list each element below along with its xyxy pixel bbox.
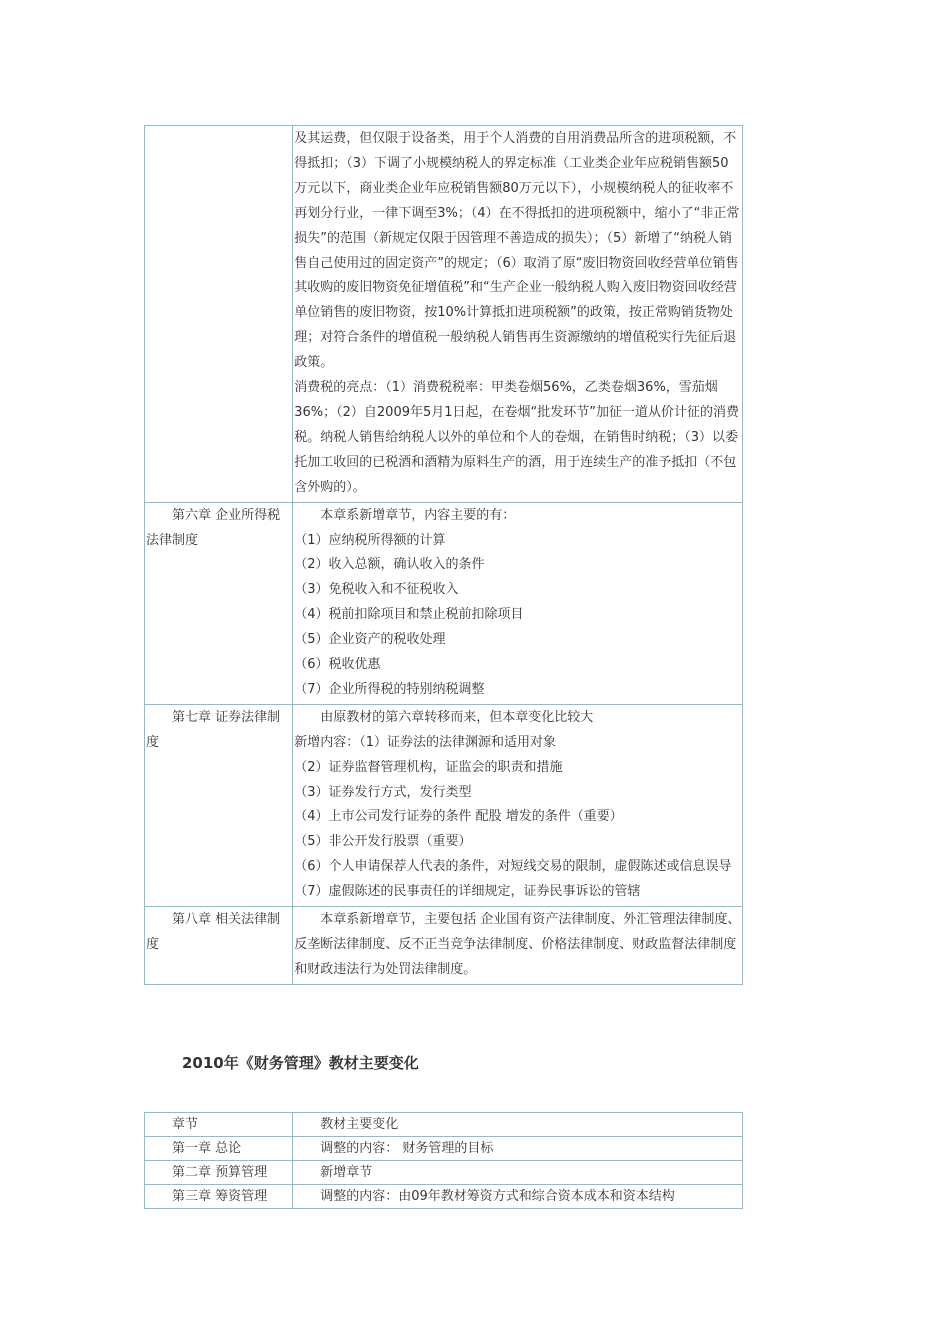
chapter-cell <box>145 126 293 503</box>
chapter-cell: 第二章 预算管理 <box>145 1161 293 1185</box>
table-row <box>145 1161 743 1185</box>
consumption-tax-text: 消费税的亮点：（1）消费税税率：甲类卷烟56%，乙类卷烟36%，雪茄烟36%；（2）自2009年5月1日起，在卷烟“批发环节”加征一道从价计征的消费税。纳税人销售给纳税人以外的单位和个人的卷烟，在销售时纳税；（3）以委托加工收回的已税酒和酒精为原料生产的酒，用于连续生产的准予抵扣（不包含外购的）。 <box>294 380 739 495</box>
table-row <box>145 907 743 985</box>
table-header-row <box>145 1113 743 1137</box>
change-cell: 调整的内容：由09年教材筹资方式和综合资本成本和资本结构 <box>293 1185 743 1209</box>
change-cell: 新增章节 <box>293 1161 743 1185</box>
finance-changes-table <box>144 1112 743 1209</box>
list-item: （5）非公开发行股票（重要） <box>294 834 472 850</box>
list-item: （6）个人申请保荐人代表的条件，对短线交易的限制，虚假陈述或信息误导 <box>294 859 732 875</box>
vat-changes-text: 及其运费，但仅限于设备类，用于个人消费的自用消费品所含的进项税额，不得抵扣；（3）下调了小规模纳税人的界定标准（工业类企业年应税销售额50万元以下，商业类企业年应税销售额80万元以下），小规模纳税人的征收率不再划分行业，一律下调至3%；（4）在不得抵扣的进项税额中，缩小了“非正常损失”的范围（新规定仅限于因管理不善造成的损失）；（5）新增了“纳税人销售自己使用过的固定资产”的规定；（6）取消了原“废旧物资回收经营单位销售其收购的废旧物资免征增值税”和“生产企业一般纳税人购入废旧物资回收经营单位销售的废旧物资，按10%计算抵扣进项税额”的政策，按正常购销货物处理；对符合条件的增值税一般纳税人销售再生资源缴纳的增值税实行先征后退政策。 <box>294 131 740 371</box>
table-row <box>145 1185 743 1209</box>
list-item: （5）企业资产的税收处理 <box>294 632 446 648</box>
chapter-cell: 第七章 证券法律制度 <box>145 704 293 906</box>
chapter-cell: 第六章 企业所得税法律制度 <box>145 502 293 704</box>
list-item: （3）免税收入和不征税收入 <box>294 582 459 598</box>
list-item: （4）上市公司发行证券的条件 配股 增发的条件（重要） <box>294 809 623 825</box>
change-cell: 调整的内容： 财务管理的目标 <box>293 1137 743 1161</box>
list-item: （2）证券监督管理机构，证监会的职责和措施 <box>294 759 563 775</box>
chapter-cell: 第八章 相关法律制度 <box>145 907 293 985</box>
change-cell <box>293 907 743 985</box>
change-cell <box>293 704 743 906</box>
table-row <box>145 502 743 704</box>
list-intro: 由原教材的第六章转移而来，但本章变化比较大 <box>320 709 594 725</box>
law-changes-table <box>144 125 743 985</box>
list-item: （2）收入总额，确认收入的条件 <box>294 557 485 573</box>
chapter-cell: 第一章 总论 <box>145 1137 293 1161</box>
chapter-description: 本章系新增章节，主要包括 企业国有资产法律制度、外汇管理法律制度、反垄断法律制度、反不正当竞争法律制度、价格法律制度、财政监督法律制度和财政违法行为处罚法律制度。 <box>294 912 741 977</box>
list-item: （4）税前扣除项目和禁止税前扣除项目 <box>294 607 524 623</box>
change-cell <box>293 126 743 503</box>
section-title: 2010年《财务管理》教材主要变化 <box>182 1054 419 1072</box>
list-item: （6）税收优惠 <box>294 657 381 673</box>
list-item: （3）证券发行方式，发行类型 <box>294 784 472 800</box>
chapter-cell: 第三章 筹资管理 <box>145 1185 293 1209</box>
list-item: 新增内容：（1）证券法的法律渊源和适用对象 <box>294 734 557 750</box>
table-row <box>145 126 743 503</box>
table-row <box>145 1137 743 1161</box>
list-item: （7）企业所得税的特别纳税调整 <box>294 681 485 697</box>
column-header: 章节 <box>145 1113 293 1137</box>
table-row <box>145 704 743 906</box>
list-intro: 本章系新增章节，内容主要的有： <box>320 507 516 523</box>
change-cell <box>293 502 743 704</box>
list-item: （1）应纳税所得额的计算 <box>294 532 446 548</box>
column-header: 教材主要变化 <box>293 1113 743 1137</box>
list-item: （7）虚假陈述的民事责任的详细规定，证券民事诉讼的管辖 <box>294 884 641 900</box>
